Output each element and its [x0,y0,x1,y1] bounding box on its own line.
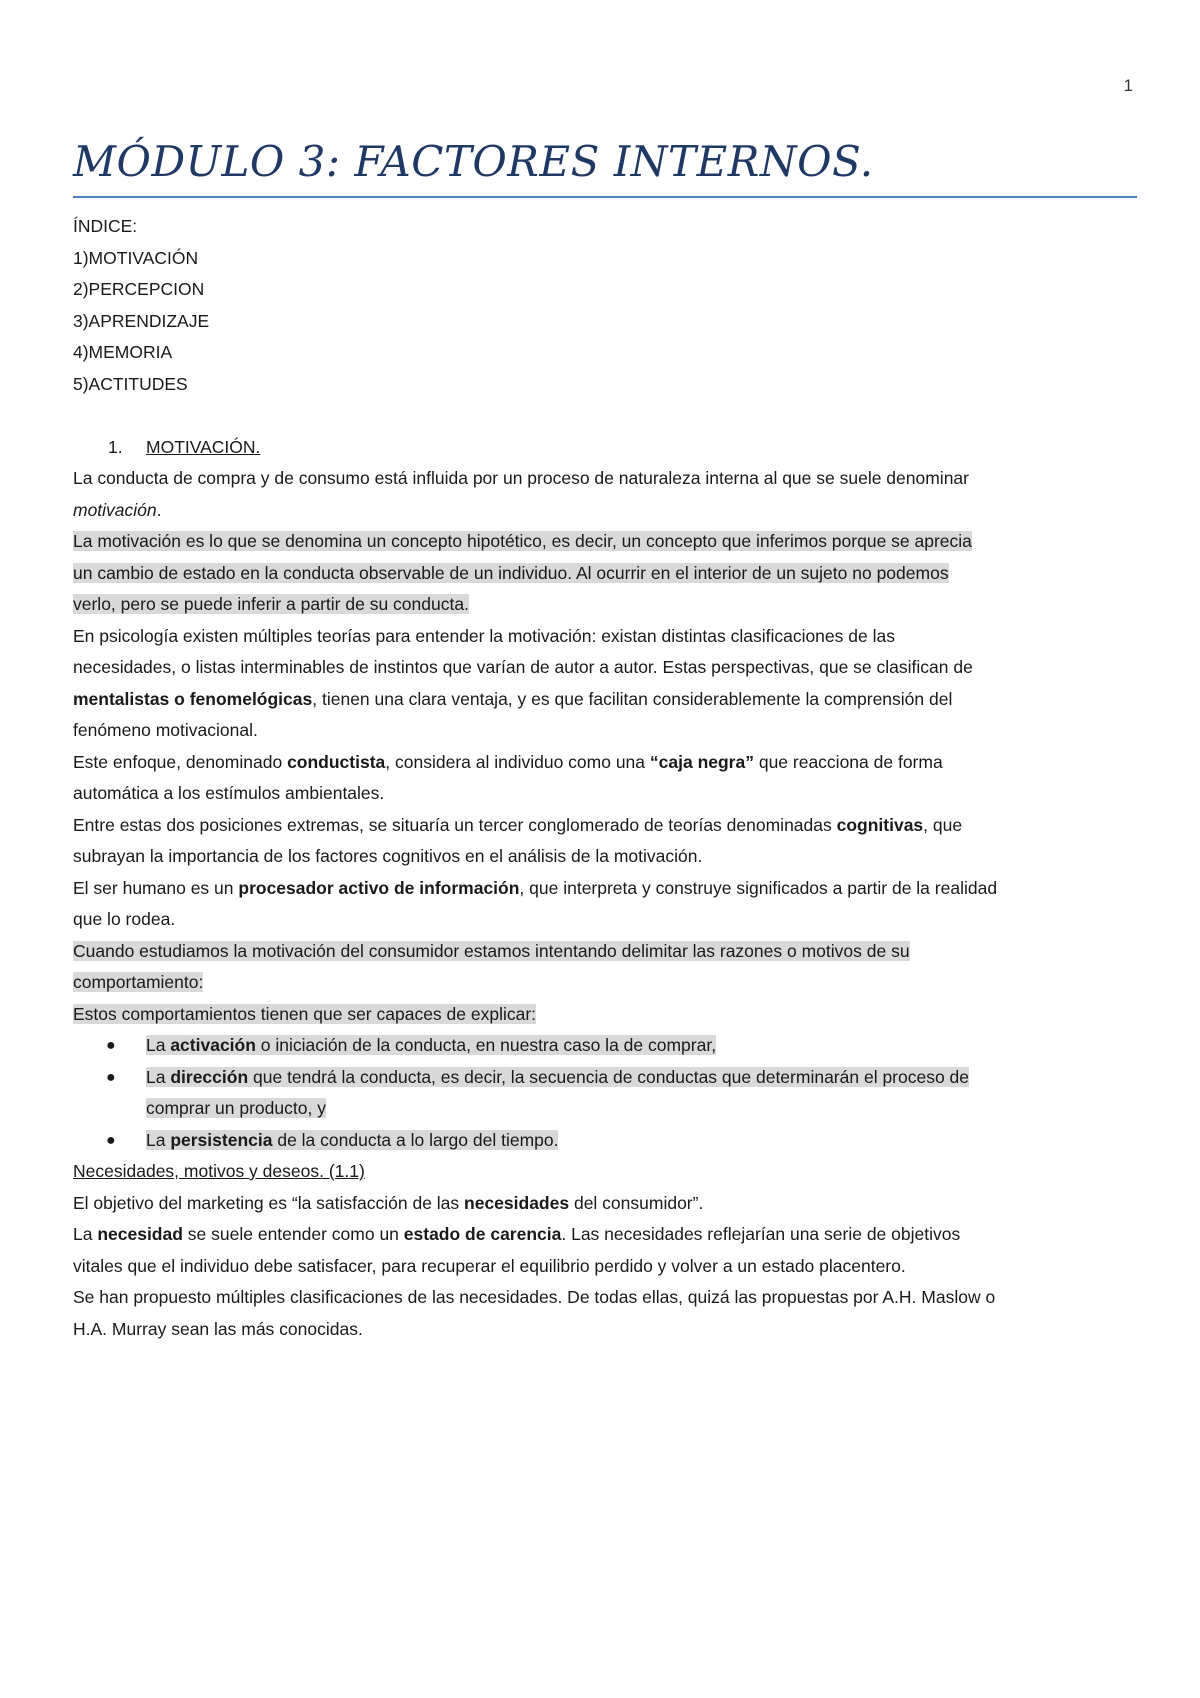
italic-term: motivación [73,499,157,520]
paragraph-line: mentalistas o fenomelógicas, tienen una clara ventaja, y es que facilitan considerablemente la comprensión del [73,688,953,709]
highlighted-line: un cambio de estado en la conducta observable de un individuo. Al ocurrir en el interior de un sujeto no podemos [73,562,949,583]
highlighted-line: comportamiento: [73,972,204,992]
paragraph-line: El objetivo del marketing es “la satisfacción de las necesidades del consumidor”. [73,1192,704,1213]
paragraph-line: Entre estas dos posiciones extremas, se situaría un tercer conglomerado de teorías denominadas cognitivas, que [73,814,963,835]
paragraph-line: subrayan la importancia de los factores cognitivos en el análisis de la motivación. [73,846,703,866]
paragraph-line: H.A. Murray sean las más conocidas. [73,1318,363,1339]
bullet-item: ● La activación o iniciación de la conducta, en nuestra caso la de comprar, [73,1030,1137,1062]
section-heading [73,432,1137,464]
bullet-item: ● La dirección que tendrá la conducta, es decir, la secuencia de conductas que determinarán el proceso de [73,1062,1137,1094]
section-title: MOTIVACIÓN. [146,436,261,457]
highlighted-line: Estos comportamientos tienen que ser capaces de explicar: [73,1003,537,1024]
bullet-icon: ● [106,1068,116,1086]
bold-term: mentalistas o fenomelógicas [73,688,313,709]
bold-term: activación [170,1035,256,1055]
paragraph-line: Este enfoque, denominado conductista, considera al individuo como una “caja negra” que reacciona de forma [73,751,943,772]
bold-term: estado de carencia [403,1224,562,1244]
paragraph-line: La necesidad se suele entender como un estado de carencia. Las necesidades reflejarían una serie de objetivos [73,1224,961,1244]
document-title: MÓDULO 3: FACTORES INTERNOS. [73,137,874,186]
bullet-continuation: comprar un producto, y [146,1098,326,1118]
paragraph-line: que lo rodea. [73,909,176,929]
bold-term: “caja negra” [649,751,754,772]
bold-term: persistencia [170,1129,273,1150]
index-item: 1)MOTIVACIÓN [73,247,199,268]
index-item: 4)MEMORIA [73,342,173,362]
bold-term: dirección [170,1066,249,1087]
bold-term: necesidades [464,1192,570,1213]
bullet-icon: ● [106,1131,116,1149]
paragraph-line: necesidades, o listas interminables de instintos que varían de autor a autor. Estas perspectivas, que se clasifican de [73,657,973,677]
title-underline-rule [73,196,1137,198]
document-body [73,211,1137,1345]
page-number: 1 [1123,76,1133,95]
bullet-item: ● La persistencia de la conducta a lo largo del tiempo. [73,1125,1137,1157]
paragraph-line: fenómeno motivacional. [73,720,258,740]
highlighted-line: Cuando estudiamos la motivación del consumidor estamos intentando delimitar las razones o motivos de su [73,940,910,961]
bold-term: conductista [287,751,386,772]
index-heading: ÍNDICE: [73,216,138,236]
paragraph-line: vitales que el individuo debe satisfacer, para recuperar el equilibrio perdido y volver a un estado placentero. [73,1255,906,1276]
index-item: 2)PERCEPCION [73,279,205,299]
bold-term: procesador activo de información [238,877,520,898]
spacer [73,400,1137,432]
paragraph-line: automática a los estímulos ambientales. [73,783,385,803]
paragraph-line: La conducta de compra y de consumo está influida por un proceso de naturaleza interna al que se suele denominar [73,468,969,488]
index-item: 5)ACTITUDES [73,373,188,394]
bold-term: necesidad [97,1224,183,1244]
paragraph-line: En psicología existen múltiples teorías para entender la motivación: existan distintas clasificaciones de las [73,625,895,646]
bold-term: cognitivas [836,814,924,835]
paragraph-line: motivación. [73,499,162,520]
subsection-heading: Necesidades, motivos y deseos. (1.1) [73,1161,365,1181]
bullet-icon: ● [106,1037,116,1054]
paragraph-line: Se han propuesto múltiples clasificaciones de las necesidades. De todas ellas, quizá las propuestas por A.H. Maslow o [73,1287,996,1307]
highlighted-line: La motivación es lo que se denomina un concepto hipotético, es decir, un concepto que inferimos porque se aprecia [73,531,972,551]
index-item: 3)APRENDIZAJE [73,310,210,331]
paragraph-line: El ser humano es un procesador activo de información, que interpreta y construye significados a partir de la realidad [73,877,998,898]
section-number: 1. [108,436,123,457]
highlighted-line: verlo, pero se puede inferir a partir de su conducta. [73,594,469,614]
